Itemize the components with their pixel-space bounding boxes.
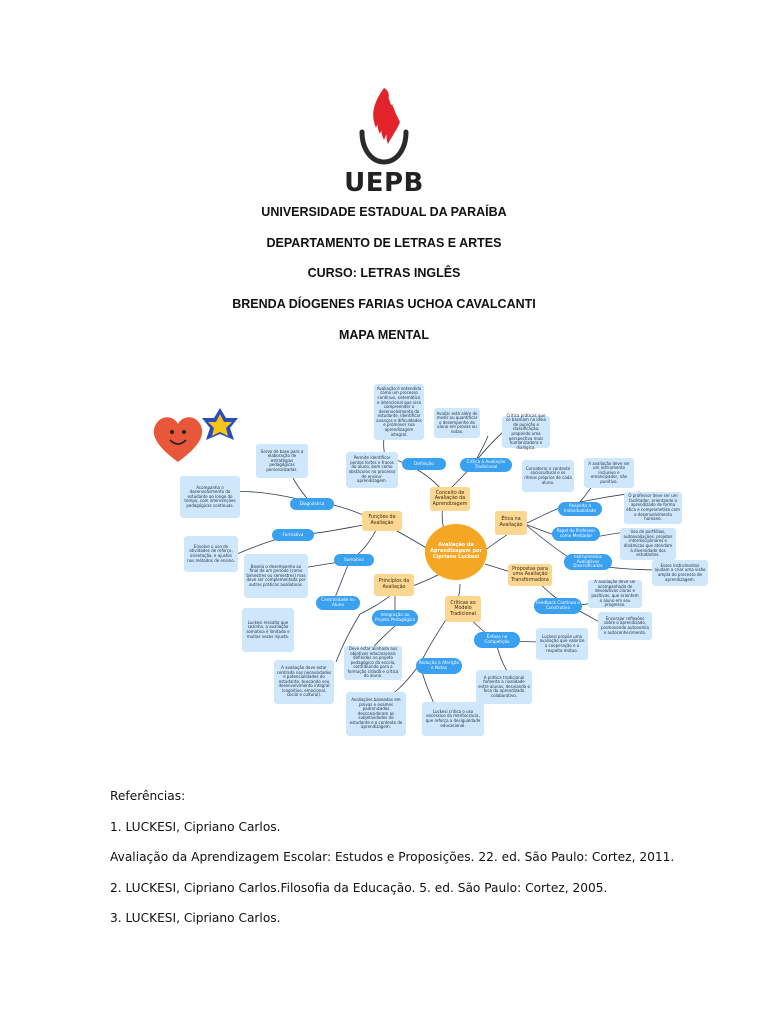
pill-centralidade: Centralidade no Aluno: [316, 596, 360, 610]
mind-map-center: Avaliação da Aprendizagem por Cipriano Luckesi: [425, 524, 487, 580]
pill-formativa: Formativa: [272, 529, 314, 541]
reference-item: 1. LUCKESI, Cipriano Carlos.: [110, 820, 281, 834]
note-13: Luckesi critica o uso excessivo da meritocracia, que reforça a desigualdade educacional.: [422, 702, 484, 736]
note-17: A avaliação deve ser um instrumento inclusivo e emancipador, não punitivo.: [584, 458, 634, 488]
university-name: UNIVERSIDADE ESTADUAL DA PARAÍBA: [261, 205, 507, 219]
pill-reducao: Redução à Aferição e Notas: [416, 658, 462, 674]
pill-critica: Crítica à Avaliação Tradicional: [460, 458, 512, 472]
reference-item: 2. LUCKESI, Cipriano Carlos.Filosofia da Educação. 5. ed. São Paulo: Cortez, 2005.: [110, 881, 608, 895]
note-6: Acompanha o desenvolvimento do estudante ao longo do tempo, com intervenções pedagógicas contínuas.: [180, 476, 240, 518]
note-3: Critica práticas que se baseiam na ideia de punição e classificação, propondo uma perspectiva mais humanizadora e dialógica.: [502, 416, 550, 448]
note-8: Baseia o desempenho ao final de um período (como bimestres ou semestres) mas deve ser complementada por outras práticas avaliativas.: [244, 554, 308, 598]
reference-item: 3. LUCKESI, Cipriano Carlos.: [110, 911, 281, 925]
heart-star-sticker-icon: [148, 404, 238, 474]
note-21: A avaliação deve ser acompanhada de devolutivas claras e positivas, que orientem o aluno em seu progresso.: [588, 580, 642, 608]
pill-definicao: Definição: [402, 458, 446, 470]
pill-enfase: Ênfase na Competição: [474, 632, 520, 648]
category-principios: Princípios da Avaliação: [374, 574, 414, 596]
pill-somativa: Somativa: [334, 554, 374, 566]
note-18: O professor deve ser um facilitador, orientando o aprendizado de forma ética e comprometida com o desenvolvimento humano.: [624, 492, 682, 524]
category-conceito: Conceito de Avaliação da Aprendizagem: [430, 487, 470, 511]
note-9: Luckesi ressalta que sozinha, a avaliação somativa é limitada e muitas vezes injusta.: [242, 608, 294, 652]
pill-papel-professor: Papel do Professor como Mediador: [552, 527, 600, 541]
pill-instrumentos: Instrumentos Avaliativos Diversificados: [564, 554, 612, 570]
author-name: BRENDA DÍOGENES FARIAS UCHOA CAVALCANTI: [232, 297, 536, 311]
note-19: Uso de portfólios, autoavaliações, projetos interdisciplinares e dinâmicas que atendam à diversidade dos estudantes.: [620, 528, 676, 560]
note-2: Avaliar está além de medir ou quantificar o desempenho do aluno em provas ou notas.: [434, 408, 480, 438]
mind-map: [140, 384, 768, 740]
logo-text: UEPB: [344, 168, 424, 198]
note-20: Esses instrumentos ajudam a criar uma visão ampla do processo de aprendizagem.: [652, 560, 708, 586]
note-11: Deve estar alinhada aos objetivos educacionais definidos no projeto pedagógico da escola, contribuindo para a formação cidadã e crítica do aluno.: [344, 646, 402, 680]
pill-diagnostica: Diagnóstica: [290, 498, 334, 510]
note-1: Avaliação é entendida como um processo contínuo, sistemático e intencional que visa compreender o desenvolvimento do estudante, identificar avanços e dificuldades e promover sua aprendizagem integral.: [374, 384, 424, 440]
note-16: Considerar o contexto sociocultural e os ritmos próprios de cada aluno.: [522, 460, 574, 492]
course-name: CURSO: LETRAS INGLÊS: [307, 266, 461, 280]
note-7: Envolve o uso de atividades de reforço, orientação, e ajustes nos métodos de ensino.: [184, 536, 238, 572]
note-14: A prática tradicional fomenta a rivalidade entre alunos, desviando o foco do aprendizado colaborativo.: [476, 670, 532, 704]
note-12: Avaliações baseadas em provas e exames padronizados desconsideram as subjetividades do estudante e o contexto de aprendizagem.: [346, 692, 406, 736]
reference-item: Avaliação da Aprendizagem Escolar: Estudos e Proposições. 22. ed. São Paulo: Cortez, 2011.: [110, 850, 675, 864]
note-5: Serve de base para a elaboração de estratégias pedagógicas personalizadas.: [256, 444, 308, 478]
note-15: Luckesi propõe uma avaliação que valorize a cooperação e o respeito mútuo.: [536, 628, 588, 660]
document-title: MAPA MENTAL: [338, 328, 430, 342]
note-22: Encorajar reflexões sobre o aprendizado, promovendo autonomia e autoconhecimento.: [598, 612, 652, 640]
pill-integracao: Integração ao Projeto Pedagógico: [372, 610, 418, 626]
pill-respeito: Respeito à Individualidade: [558, 502, 602, 516]
category-etica: Ética na Avaliação: [495, 511, 527, 535]
department-name: DEPARTAMENTO DE LETRAS E ARTES: [266, 236, 502, 250]
pill-feedback: Feedback Contínuo e Construtivo: [534, 598, 582, 614]
references-heading: Referências:: [110, 789, 186, 803]
category-propostas: Propostas para uma Avaliação Transformadora: [508, 564, 552, 586]
category-funcoes: Funções da Avaliação: [362, 511, 402, 531]
category-criticas: Críticas ao Modelo Tradicional: [445, 596, 481, 622]
note-4: Permite identificar pontos fortes e fracos do aluno, bem como obstáculos no processo de ensino-aprendizagem.: [346, 452, 398, 488]
note-10: A avaliação deve estar centrada nas necessidades e potencialidades do estudante, buscando seu desenvolvimento integral (cognitivo, emocional, social e cultural).: [274, 660, 334, 704]
